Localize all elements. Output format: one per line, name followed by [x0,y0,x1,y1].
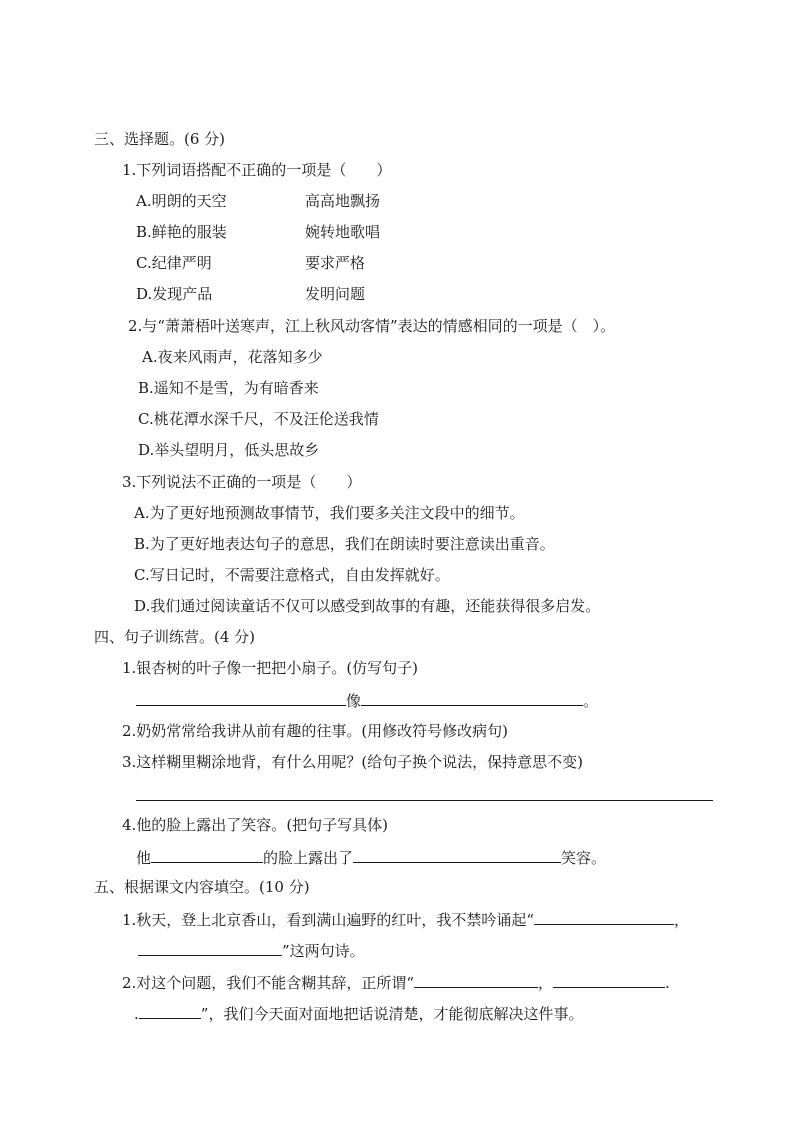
question-5-2-suffix: ”，我们今天面对面地把话说清楚，才能彻底解决这件事。 [200,1005,584,1023]
question-5-1-prefix: 1.秋天，登上北京香山，看到满山遍野的红叶，我不禁吟诵起“ [122,911,534,929]
question-5-2-line-1 [122,971,670,993]
question-5-2-dot-2: . [134,1005,139,1023]
question-5-1-suffix: ”这两句诗。 [282,942,365,960]
section-4-heading: 四、句子训练营。(4 分) [94,628,256,646]
question-3-1-option-b-right: 婉转地歌唱 [305,223,381,241]
question-4-3-answer-line[interactable] [136,800,713,801]
question-3-2-option-b: B.遥知不是雪，为有暗香来 [138,379,319,397]
question-3-1-option-d-right: 发明问题 [305,285,366,303]
question-5-1-comma: ， [673,911,689,929]
question-4-1-end-mark: 。 [583,692,599,710]
question-4-1-stem: 1.银杏树的叶子像一把把小扇子。(仿写句子) [122,659,419,677]
question-3-1-option-c-left: C.纪律严明 [136,254,212,272]
answer-blank[interactable] [353,846,561,863]
question-4-4-word-face: 的脸上露出了 [263,849,354,867]
question-4-3-stem: 3.这样糊里糊涂地背，有什么用呢？(给句子换个说法，保持意思不变) [122,753,584,771]
question-4-4-word-smile: 笑容。 [561,849,607,867]
answer-blank[interactable] [414,971,538,988]
question-5-2-comma: ， [537,974,553,992]
question-3-3-option-d: D.我们通过阅读童话不仅可以感受到故事的有趣，还能获得很多启发。 [134,597,601,615]
question-3-2-option-d: D.举头望明月，低头思故乡 [138,441,320,459]
question-3-1-option-c-right: 要求严格 [305,254,366,272]
answer-blank[interactable] [553,971,665,988]
section-3-heading: 三、选择题。(6 分) [94,130,226,148]
answer-blank[interactable] [138,939,282,956]
answer-blank[interactable] [361,689,583,706]
answer-blank[interactable] [139,1002,201,1019]
answer-blank[interactable] [136,689,346,706]
question-3-1-option-d-left: D.发现产品 [136,285,213,303]
question-5-2-prefix: 2.对这个问题，我们不能含糊其辞，正所谓“ [122,974,414,992]
question-4-4-stem: 4.他的脸上露出了笑容。(把句子写具体) [122,816,389,834]
question-3-1-option-a-left: A.明朗的天空 [136,192,227,210]
question-3-3-stem: 3.下列说法不正确的一项是（ ） [122,473,362,491]
question-3-1-stem: 1.下列词语搭配不正确的一项是（ ） [122,161,392,179]
question-3-1-option-a-right: 高高地飘扬 [305,192,381,210]
question-3-3-option-c: C.写日记时，不需要注意格式，自由发挥就好。 [134,566,450,584]
question-4-4-answer-line [136,846,606,868]
question-3-2-stem: 2.与“萧萧梧叶送寒声，江上秋风动客情”表达的情感相同的一项是（ ）。 [128,317,616,335]
question-4-4-word-he: 他 [136,849,152,867]
question-4-2-stem: 2.奶奶常常给我讲从前有趣的往事。(用修改符号修改病句) [122,722,509,740]
question-4-1-mid-word: 像 [346,692,362,710]
question-5-2-dot: . [665,974,670,992]
answer-blank[interactable] [151,846,263,863]
question-5-1-line-2 [138,939,365,961]
question-4-1-answer-line [136,689,598,711]
question-3-2-option-a: A.夜来风雨声，花落知多少 [142,348,323,366]
question-5-2-line-2 [134,1002,583,1024]
section-5-heading: 五、根据课文内容填空。(10 分) [94,878,310,896]
question-3-3-option-a: A.为了更好地预测故事情节，我们要多关注文段中的细节。 [134,504,525,522]
question-3-2-option-c: C.桃花潭水深千尺，不及汪伦送我情 [138,410,379,428]
answer-blank[interactable] [534,908,674,925]
question-3-3-option-b: B.为了更好地表达句子的意思，我们在朗读时要注意读出重音。 [134,535,555,553]
question-5-1-line-1 [122,908,689,930]
question-3-1-option-b-left: B.鲜艳的服装 [136,223,227,241]
